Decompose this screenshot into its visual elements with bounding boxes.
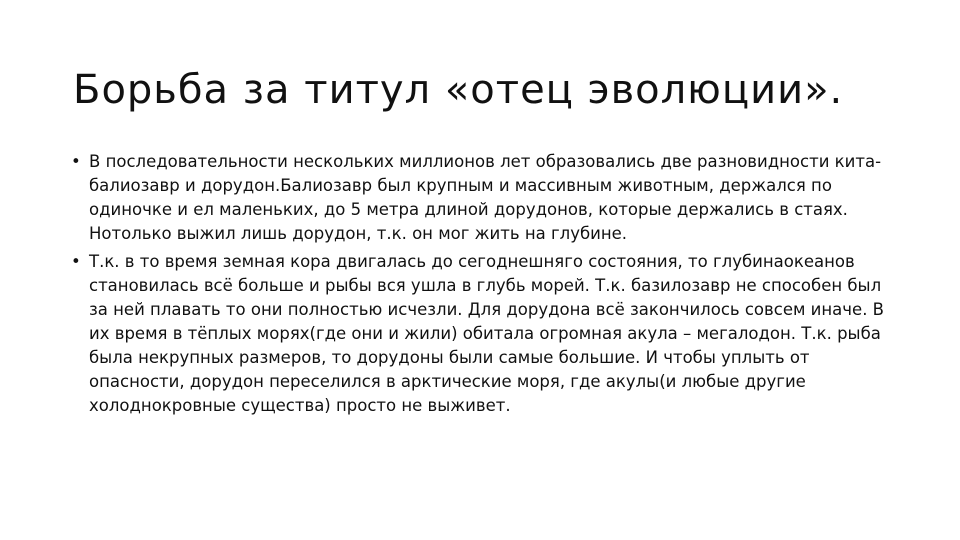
slide-title: Борьба за титул «отец эволюции». xyxy=(73,67,844,113)
bullet-marker: • xyxy=(71,152,81,171)
bullet-item xyxy=(71,250,901,418)
slide-body xyxy=(71,150,901,422)
bullet-item xyxy=(71,150,901,246)
bullet-text: Т.к. в то время земная кора двигалась до сегоднешняго состояния, то глубинаокеанов становилась всё больше и рыбы вся ушла в глубь морей. Т.к. базилозавр не способен был за ней плавать то они полностью исчезли. Для дорудона всё закончилось совсем иначе. В их время в тёплых морях(где они и жили) обитала огромная акула – мегалодон. Т.к. рыба была некрупных размеров, то дорудоны были самые большие. И чтобы уплыть от опасности, дорудон переселился в арктические моря, где акулы(и любые другие холоднокровные существа) просто не выживет. xyxy=(89,252,884,415)
bullet-text: В последовательности нескольких миллионов лет образовались две разновидности кита- балиозавр и дорудон.Балиозавр был крупным и массивным животным, держался по одиночке и ел маленьких, до 5 метра длиной дорудонов, которые держались в стаях. Нотолько выжил лишь дорудон, т.к. он мог жить на глубине. xyxy=(89,152,882,243)
bullet-marker: • xyxy=(71,252,81,271)
